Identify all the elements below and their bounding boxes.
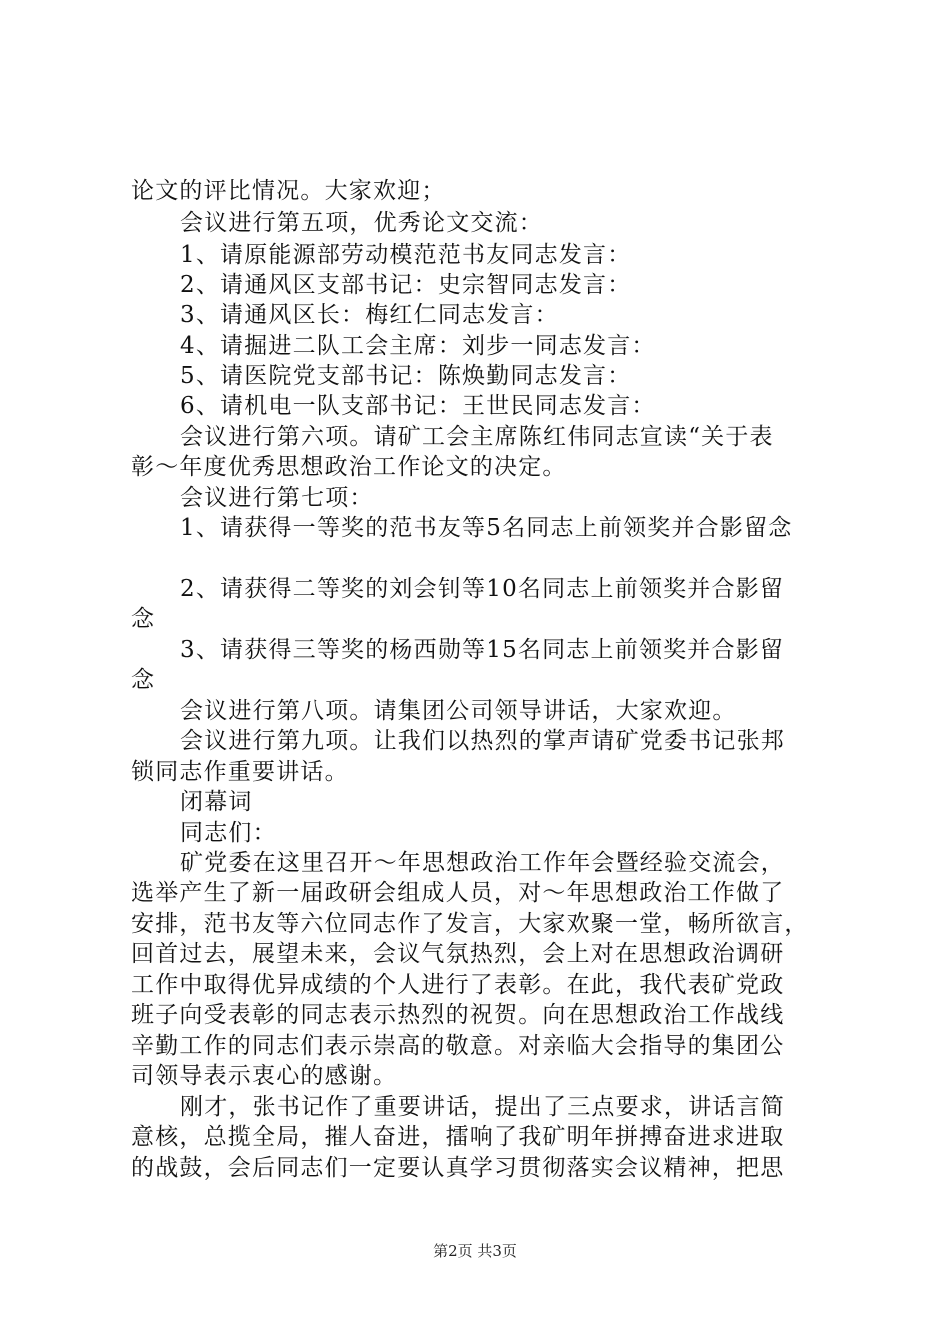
text-line: 1、请原能源部劳动模范范书友同志发言： (180, 242, 632, 268)
text-line: 2、请获得二等奖的刘会钊等10名同志上前领奖并合影留 (180, 576, 785, 602)
text-line: 论文的评比情况。大家欢迎； (131, 178, 446, 204)
text-line: 选举产生了新一届政研会组成人员，对～年思想政治工作做了 (131, 880, 785, 906)
text-line: 安排，范书友等六位同志作了发言，大家欢聚一堂，畅所欲言， (131, 911, 809, 937)
text-line: 2、请通风区支部书记：史宗智同志发言： (180, 272, 632, 298)
text-line: 锁同志作重要讲话。 (131, 759, 349, 785)
text-line: 会议进行第八项。请集团公司领导讲话，大家欢迎。 (180, 698, 737, 724)
text-line: 会议进行第五项，优秀论文交流： (180, 210, 543, 236)
text-line: 班子向受表彰的同志表示热烈的祝贺。向在思想政治工作战线 (131, 1002, 785, 1028)
text-line: 念 (131, 606, 156, 632)
text-line: 5、请医院党支部书记：陈焕勤同志发言： (180, 363, 632, 389)
text-line: 辛勤工作的同志们表示崇高的敬意。对亲临大会指导的集团公 (131, 1033, 785, 1059)
text-line: 4、请掘进二队工会主席：刘步一同志发言： (180, 333, 656, 359)
page-footer: 第2页 共3页 (433, 1242, 517, 1260)
text-line: 念 (131, 667, 156, 693)
text-line: 1、请获得一等奖的范书友等5名同志上前领奖并合影留念 (180, 515, 793, 541)
text-line: 同志们： (180, 820, 277, 846)
text-line: 会议进行第九项。让我们以热烈的掌声请矿党委书记张邦 (180, 728, 785, 754)
text-line: 6、请机电一队支部书记：王世民同志发言： (180, 393, 656, 419)
text-line: 彰～年度优秀思想政治工作论文的决定。 (131, 454, 567, 480)
text-line: 会议进行第六项。请矿工会主席陈红伟同志宣读“关于表 (180, 424, 774, 450)
text-line: 刚才，张书记作了重要讲话，提出了三点要求，讲话言简 (180, 1094, 785, 1120)
section-heading: 闭幕词 (180, 789, 253, 815)
text-line: 矿党委在这里召开～年思想政治工作年会暨经验交流会， (180, 850, 785, 876)
text-line: 会议进行第七项： (180, 485, 374, 511)
text-line: 3、请通风区长：梅红仁同志发言： (180, 302, 559, 328)
text-line: 的战鼓，会后同志们一定要认真学习贯彻落实会议精神，把思 (131, 1155, 785, 1181)
text-line: 司领导表示衷心的感谢。 (131, 1063, 398, 1089)
text-line: 3、请获得三等奖的杨西勋等15名同志上前领奖并合影留 (180, 637, 785, 663)
text-line: 工作中取得优异成绩的个人进行了表彰。在此，我代表矿党政 (131, 972, 785, 998)
text-line: 意核，总揽全局，摧人奋进，擂响了我矿明年拼搏奋进求进取 (131, 1124, 785, 1150)
text-line: 回首过去，展望未来，会议气氛热烈，会上对在思想政治调研 (131, 941, 785, 967)
